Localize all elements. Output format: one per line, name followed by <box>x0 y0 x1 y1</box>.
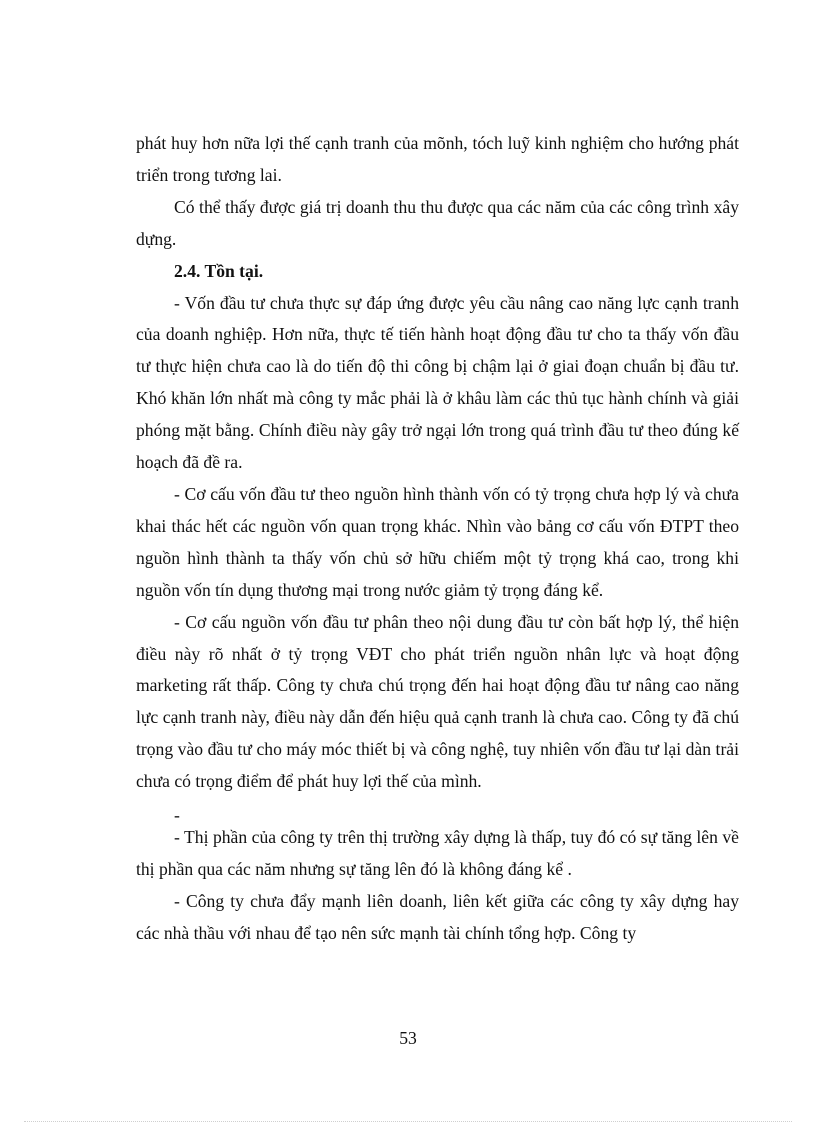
section-heading: 2.4. Tồn tại. <box>174 260 264 281</box>
paragraph-continuation: phát huy hơn nữa lợi thế cạnh tranh của mõnh, tóch luỹ kinh nghiệm cho hướng phát triển trong tương lai. <box>136 133 739 185</box>
paragraph-market-share: - Thị phần của công ty trên thị trường xây dựng là thấp, tuy đó có sự tăng lên về thị phần qua các năm nhưng sự tăng lên đó là không đáng kể . <box>136 827 739 879</box>
page-number: 53 <box>399 1028 417 1048</box>
paragraph-content-structure: - Cơ cấu nguồn vốn đầu tư phân theo nội dung đầu tư còn bất hợp lý, thể hiện điều này rõ nhất ở tỷ trọng VĐT cho phát triển nguồn nhân lực và hoạt động marketing rất thấp. Công ty chưa chú trọng đến hai hoạt động đầu tư nâng cao năng lực cạnh tranh này, điều này dẫn đến hiệu quả cạnh tranh là chưa cao. Công ty đã chú trọng vào đầu tư cho máy móc thiết bị và công nghệ, tuy nhiên vốn đầu tư lại dàn trải chưa có trọng điểm để phát huy lợi thế của mình. <box>136 611 739 792</box>
paragraph-revenue: Có thể thấy được giá trị doanh thu thu được qua các năm của các công trình xây dựng. <box>136 196 739 249</box>
stray-dash: - <box>174 805 180 826</box>
paragraph-joint-venture: - Công ty chưa đẩy mạnh liên doanh, liên kết giữa các công ty xây dựng hay các nhà thầu với nhau để tạo nên sức mạnh tài chính tổng hợp. Công ty <box>136 890 739 943</box>
body-text <box>136 128 739 950</box>
page-bottom-divider <box>24 1121 792 1122</box>
paragraph-investment-capital: - Vốn đầu tư chưa thực sự đáp ứng được yêu cầu nâng cao năng lực cạnh tranh của doanh nghiệp. Hơn nữa, thực tế tiến hành hoạt động đầu tư cho ta thấy vốn đầu tư thực hiện chưa cao là do tiến độ thi công bị chậm lại ở giai đoạn chuẩn bị đầu tư. Khó khăn lớn nhất mà công ty mắc phải là ở khâu làm các thủ tục hành chính và giải phóng mặt bằng. Chính điều này gây trở ngại lớn trong quá trình đầu tư theo đúng kế hoạch đã đề ra. <box>136 292 739 473</box>
paragraph-capital-structure: - Cơ cấu vốn đầu tư theo nguồn hình thành vốn có tỷ trọng chưa hợp lý và chưa khai thác hết các nguồn vốn quan trọng khác. Nhìn vào bảng cơ cấu vốn ĐTPT theo nguồn hình thành ta thấy vốn chủ sở hữu chiếm một tỷ trọng khá cao, trong khi nguồn vốn tín dụng thương mại trong nước giảm tỷ trọng đáng kể. <box>136 483 739 600</box>
